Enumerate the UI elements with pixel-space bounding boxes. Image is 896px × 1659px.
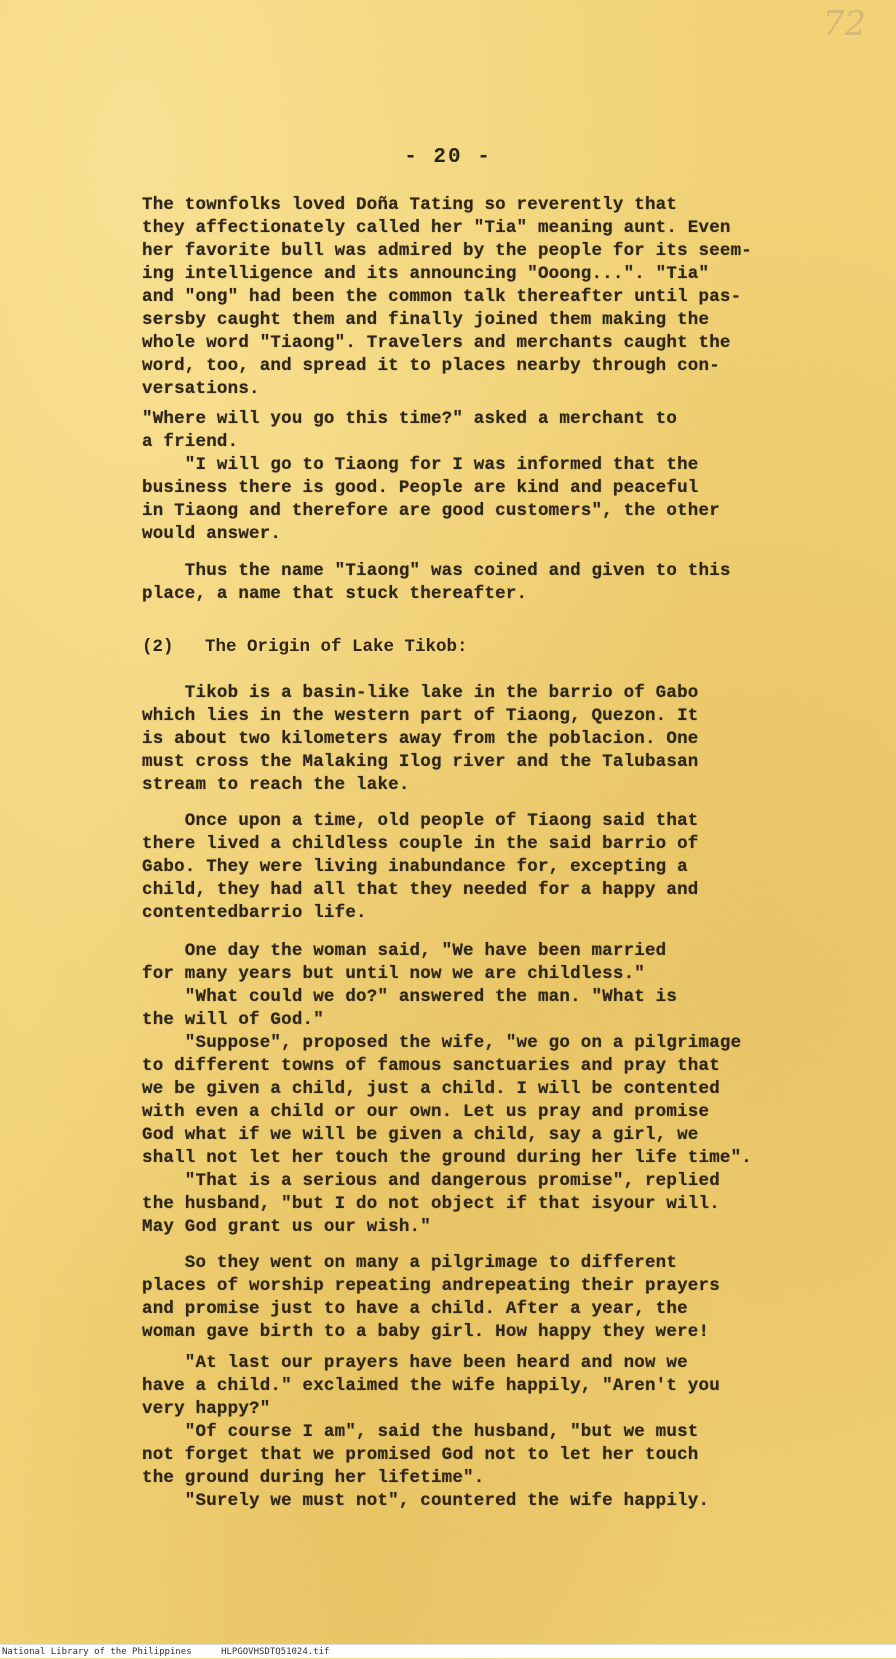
scan-footer <box>0 1644 896 1658</box>
corner-page-number: 72 <box>822 4 866 44</box>
section-heading-lake-tikob: (2) The Origin of Lake Tikob: <box>142 637 468 657</box>
footer-library: National Library of the Philippines <box>2 1647 192 1657</box>
paragraph-origin-tiaong: The townfolks loved Doña Tating so reverently that they affectionately called her "Tia" meaning aunt. Even her favorite bull was admired by the people for its seem- ing intelligence and its announcing "Ooong...". "Tia" and "ong" had been the common talk thereafter until pas- sersby caught them and finally joined them making the whole word "Tiaong". Travelers and merchants caught the word, too, and spread it to places nearby through con- versations. <box>142 195 752 399</box>
paragraph-name-coined: Thus the name "Tiaong" was coined and given to this place, a name that stuck thereafter. <box>142 561 731 604</box>
paragraph-baby-girl: "At last our prayers have been heard and now we have a child." exclaimed the wife happily, "Aren't you very happy?" "Of course I am", said the husband, "but we must not forget that we promised God not to let her touch the ground during her lifetime". "Surely we must not", countered the wife happily. <box>142 1353 720 1511</box>
paragraph-merchant-dialogue: "Where will you go this time?" asked a merchant to a friend. "I will go to Tiaong for I was informed that the business there is good. People are kind and peaceful in Tiaong and therefore are good customers", the other would answer. <box>142 409 720 544</box>
page-number: - 20 - <box>404 146 492 169</box>
paragraph-tikob-description: Tikob is a basin-like lake in the barrio of Gabo which lies in the western part of Tiaong, Quezon. It is about two kilometers away from the poblacion. One must cross the Malaking Ilog river and the Talubasan stream to reach the lake. <box>142 683 699 795</box>
footer-filename: HLPGOVHSDTQ51024.tif <box>221 1647 330 1657</box>
paragraph-pilgrimage: So they went on many a pilgrimage to different places of worship repeating andrepeating their prayers and promise just to have a child. After a year, the woman gave birth to a baby girl. How happy they were! <box>142 1253 720 1342</box>
paragraph-childless-couple: Once upon a time, old people of Tiaong said that there lived a childless couple in the said barrio of Gabo. They were living inabundance for, excepting a child, they had all that they needed for a happy and contentedbarrio life. <box>142 811 699 923</box>
paragraph-couple-dialogue: One day the woman said, "We have been married for many years but until now we are childless." "What could we do?" answered the man. "What is the will of God." "Suppose", proposed the wife, "we go on a pilgrimage to different towns of famous sanctuaries and pray that we be given a child, just a child. I will be contented with even a child or our own. Let us pray and promise God what if we will be given a child, say a girl, we shall not let her touch the ground during her life time". "That is a serious and dangerous promise", replied the husband, "but I do not object if that isyour will. May God grant us our wish." <box>142 941 752 1237</box>
